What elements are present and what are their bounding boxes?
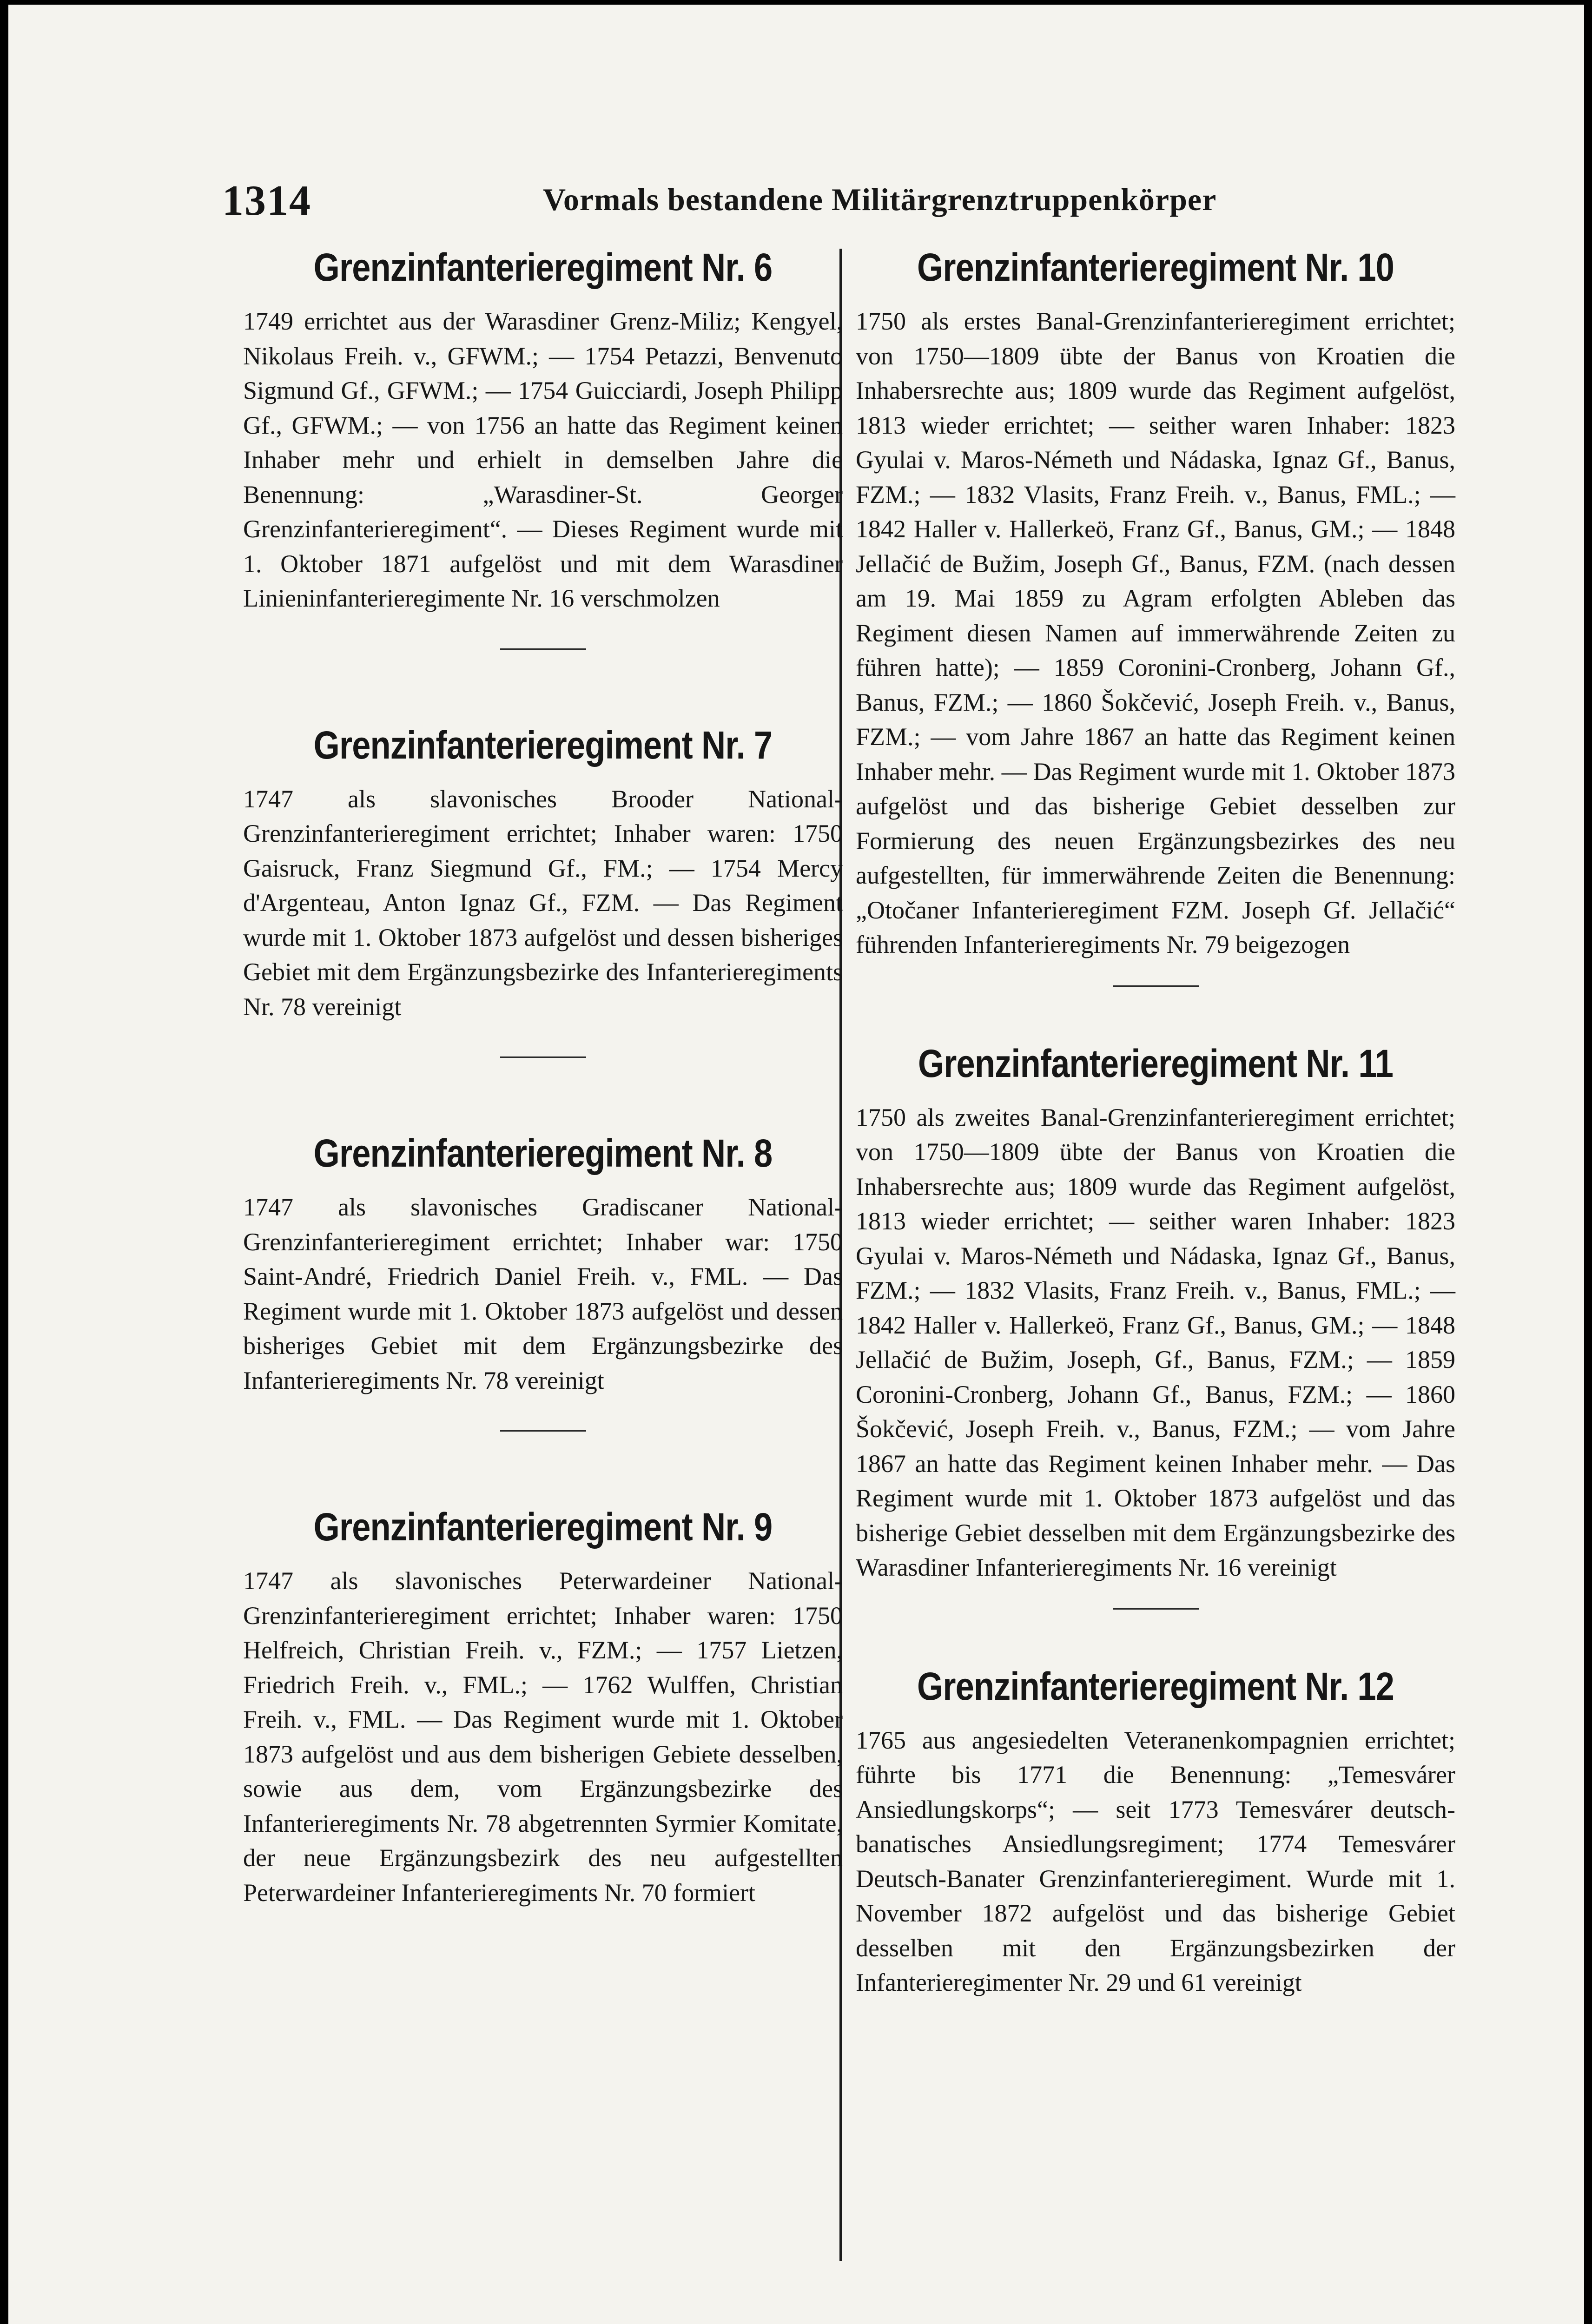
page-header xyxy=(222,176,1394,227)
regiment-text: 1749 errichtet aus der Warasdiner Grenz-Miliz; Kengyel, Nikolaus Freih. v., GFWM.; — 1754 Petazzi, Benvenuto Sigmund Gf., GFWM.; — 1754 Guicciardi, Joseph Philipp Gf., GFWM.; — von 1756 an hatte das Regiment keinen Inhaber mehr und erhielt in demselben Jahre die Benennung: „Warasdiner-St. Georger Grenzinfanterieregiment“. — Dieses Regiment wurde mit 1. Oktober 1871 aufgelöst und mit dem Warasdiner Linieninfanterieregimente Nr. 16 verschmolzen xyxy=(243,307,843,612)
regiment-title: Grenzinfanterieregiment Nr. 6 xyxy=(313,245,773,289)
regiment-title: Grenzinfanterieregiment Nr. 10 xyxy=(917,245,1394,289)
section-rule xyxy=(1113,985,1199,987)
page-number: 1314 xyxy=(222,177,311,224)
regiment-entry-7 xyxy=(243,720,843,1024)
section-rule xyxy=(500,1056,586,1058)
regiment-text: 1747 als slavonisches Gradiscaner National-Grenzinfanterieregiment errichtet; Inhaber war: 1750 Saint-André, Friedrich Daniel Freih. v., FML. — Das Regiment wurde mit 1. Oktober 1873 aufgelöst und dessen bisheriges Gebiet mit dem Ergänzungsbezirke des Infanterieregiments Nr. 78 vereinigt xyxy=(243,1193,843,1394)
regiment-entry-10 xyxy=(856,242,1455,962)
section-rule xyxy=(500,1430,586,1432)
right-column xyxy=(856,242,1455,2000)
section-rule xyxy=(500,648,586,650)
regiment-title: Grenzinfanterieregiment Nr. 8 xyxy=(313,1131,773,1175)
regiment-text: 1747 als slavonisches Brooder National-Grenzinfanterieregiment errichtet; Inhaber waren: 1750 Gaisruck, Franz Siegmund Gf., FM.; — 1754 Mercy d'Argenteau, Anton Ignaz Gf., FZM. — Das Regiment wurde mit 1. Oktober 1873 aufgelöst und dessen bisheriges Gebiet mit dem Ergänzungsbezirke des Infanterieregiments Nr. 78 vereinigt xyxy=(243,785,843,1021)
regiment-title: Grenzinfanterieregiment Nr. 12 xyxy=(917,1664,1394,1708)
regiment-title: Grenzinfanterieregiment Nr. 9 xyxy=(313,1505,773,1549)
regiment-entry-12 xyxy=(856,1661,1455,2000)
regiment-text: 1750 als erstes Banal-Grenzinfanterieregiment errichtet; von 1750—1809 übte der Banus von Kroatien die Inhabersrechte aus; 1809 wurde das Regiment aufgelöst, 1813 wieder errichtet; — seither waren Inhaber: 1823 Gyulai v. Maros-Németh und Nádaska, Ignaz Gf., Banus, FZM.; — 1832 Vlasits, Franz Freih. v., Banus, FML.; — 1842 Haller v. Hallerkeö, Franz Gf., Banus, GM.; — 1848 Jellačić de Bužim, Joseph Gf., Banus, FZM. (nach dessen am 19. Mai 1859 zu Agram erfolgten Ableben das Regiment diesen Namen auf immerwährende Zeiten zu führen hatte); — 1859 Coronini-Cronberg, Johann Gf., Banus, FZM.; — 1860 Šokčević, Joseph Freih. v., Banus, FZM.; — vom Jahre 1867 an hatte das Regiment keinen Inhaber mehr. — Das Regiment wurde mit 1. Oktober 1873 aufgelöst und das bisherige Gebiet desselben zur Formierung des neuen Ergänzungsbezirkes des neu aufgestellten, für immerwährende Zeiten die Benennung: „Otočaner Infanterieregiment FZM. Joseph Gf. Jellačić“ führenden Infanterieregiments Nr. 79 beigezogen xyxy=(856,307,1455,958)
regiment-entry-9 xyxy=(243,1501,843,1910)
running-title: Vormals bestandene Militärgrenztruppenkörper xyxy=(543,182,1217,217)
section-rule xyxy=(1113,1608,1199,1610)
regiment-text: 1750 als zweites Banal-Grenzinfanterieregiment errichtet; von 1750—1809 übte der Banus von Kroatien die Inhabersrechte aus; 1809 wurde das Regiment aufgelöst, 1813 wieder errichtet; — seither waren Inhaber: 1823 Gyulai v. Maros-Németh und Nádaska, Ignaz Gf., Banus, FZM.; — 1832 Vlasits, Franz Freih. v., Banus, FML.; — 1842 Haller v. Hallerkeö, Franz Gf., Banus, GM.; — 1848 Jellačić de Bužim, Joseph, Gf., Banus, FZM.; — 1859 Coronini-Cronberg, Johann Gf., Banus, FZM.; — 1860 Šokčević, Joseph Freih. v., Banus, FZM.; — vom Jahre 1867 an hatte das Regiment keinen Inhaber mehr. — Das Regiment wurde mit 1. Oktober 1873 aufgelöst und das bisherige Gebiet desselben mit dem Ergänzungsbezirke des Warasdiner Infanterieregiments Nr. 16 vereinigt xyxy=(856,1103,1455,1581)
regiment-entry-8 xyxy=(243,1128,843,1398)
regiment-title: Grenzinfanterieregiment Nr. 11 xyxy=(918,1041,1394,1085)
left-column xyxy=(243,242,843,1910)
regiment-title: Grenzinfanterieregiment Nr. 7 xyxy=(313,723,773,767)
regiment-entry-6 xyxy=(243,242,843,616)
regiment-text: 1747 als slavonisches Peterwardeiner National-Grenzinfanterieregiment errichtet; Inhaber waren: 1750 Helfreich, Christian Freih. v., FZM.; — 1757 Lietzen, Friedrich Freih. v., FML.; — 1762 Wulffen, Christian Freih. v., FML. — Das Regiment wurde mit 1. Oktober 1873 aufgelöst und aus dem bisherigen Gebiete desselben, sowie aus dem, vom Ergänzungsbezirke des Infanterieregiments Nr. 78 abgetrennten Syrmier Komitate, der neue Ergänzungsbezirk des neu aufgestellten Peterwardeiner Infanterieregiments Nr. 70 formiert xyxy=(243,1567,843,1907)
regiment-entry-11 xyxy=(856,1038,1455,1585)
regiment-text: 1765 aus angesiedelten Veteranenkompagnien errichtet; führte bis 1771 die Benennung: „Temesvárer Ansiedlungskorps“; — seit 1773 Temesvárer deutsch-banatisches Ansiedlungsregiment; 1774 Temesvárer Deutsch-Banater Grenzinfanterieregiment. Wurde mit 1. November 1872 aufgelöst und das bisherige Gebiet desselben mit den Ergänzungsbezirken der Infanterieregimenter Nr. 29 und 61 vereinigt xyxy=(856,1726,1455,1996)
document-page xyxy=(8,5,1584,2324)
